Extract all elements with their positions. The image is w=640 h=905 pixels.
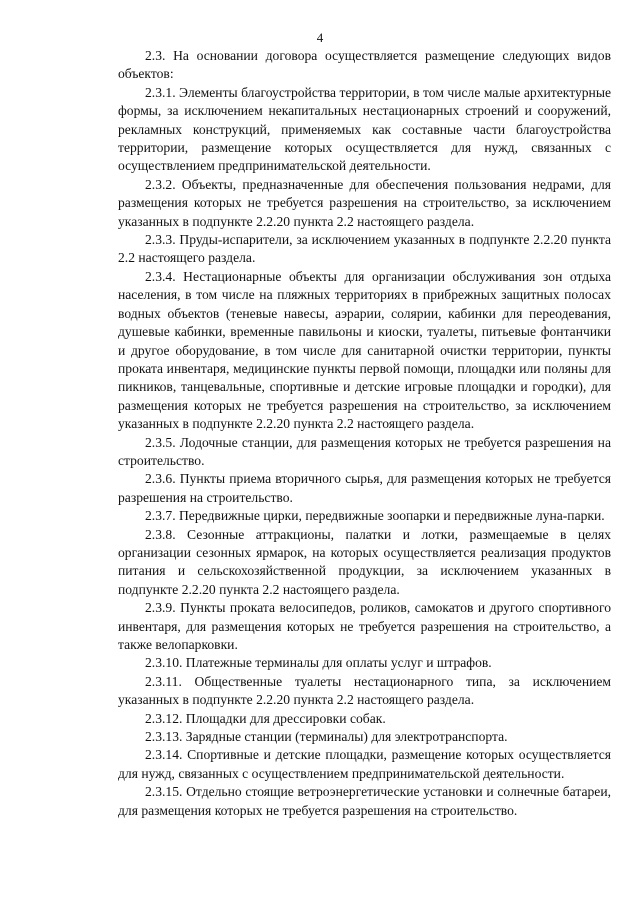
- paragraph-2-3-1: 2.3.1. Элементы благоустройства территории, в том числе малые архитектурные формы, за исключением некапитальных нестационарных строений и сооружений, рекламных конструкций, применяемых как составные части благоустройства территории, размещение которых осуществляется для нужд, связанных с осуществлением предпринимательской деятельности.: [118, 84, 611, 174]
- paragraph-2-3-13: 2.3.13. Зарядные станции (терминалы) для электротранспорта.: [145, 729, 508, 745]
- paragraph-2-3-14: 2.3.14. Спортивные и детские площадки, размещение которых осуществляется для нужд, связанных с осуществлением предпринимательской деятельности.: [118, 747, 611, 781]
- paragraph-2-3-15: 2.3.15. Отдельно стоящие ветроэнергетические установки и солнечные батареи, для размещения которых не требуется разрешения на строительство.: [118, 784, 611, 818]
- paragraph-2-3-8: 2.3.8. Сезонные аттракционы, палатки и лотки, размещаемые в целях организации сезонных ярмарок, на которых осуществляется реализация продуктов питания и сельскохозяйственной продукции, за исключением указанных в подпункте 2.2.20 пункта 2.2 настоящего раздела.: [118, 526, 611, 597]
- paragraph-2-3-10: 2.3.10. Платежные терминалы для оплаты услуг и штрафов.: [145, 655, 492, 671]
- document-body: [118, 47, 611, 820]
- paragraph-2-3-6: 2.3.6. Пункты приема вторичного сырья, для размещения которых не требуется разрешения на строительство.: [118, 471, 611, 505]
- paragraph-2-3: 2.3. На основании договора осуществляется размещение следующих видов объектов:: [118, 48, 611, 82]
- paragraph-2-3-4: 2.3.4. Нестационарные объекты для организации обслуживания зон отдыха населения, в том числе на пляжных территориях в прибрежных защитных полосах водных объектов (теневые навесы, аэрарии, солярии, кабинки для переодевания, душевые кабинки, временные павильоны и киоски, туалеты, питьевые фонтанчики и другое оборудование, в том числе для санитарной очистки территории, пункты проката инвентаря, медицинские пункты первой помощи, площадки или поляны для пикников, танцевальные, спортивные и детские игровые площадки и городки), для размещения которых не требуется разрешения на строительство, за исключением указанных в подпункте 2.2.20 пункта 2.2 настоящего раздела.: [118, 268, 611, 432]
- paragraph-2-3-7: 2.3.7. Передвижные цирки, передвижные зоопарки и передвижные луна-парки.: [145, 508, 605, 524]
- paragraph-2-3-9: 2.3.9. Пункты проката велосипедов, роликов, самокатов и другого спортивного инвентаря, для размещения которых не требуется разрешения на строительство, а также велопарковки.: [118, 600, 611, 652]
- paragraph-2-3-3: 2.3.3. Пруды-испарители, за исключением указанных в подпункте 2.2.20 пункта 2.2 настоящего раздела.: [118, 232, 611, 266]
- paragraph-2-3-5: 2.3.5. Лодочные станции, для размещения которых не требуется разрешения на строительство.: [118, 434, 611, 468]
- paragraph-2-3-11: 2.3.11. Общественные туалеты нестационарного типа, за исключением указанных в подпункте 2.2.20 пункта 2.2 настоящего раздела.: [118, 673, 611, 708]
- paragraph-2-3-12: 2.3.12. Площадки для дрессировки собак.: [145, 710, 386, 726]
- page-number: 4: [316, 30, 324, 45]
- paragraph-2-3-2: 2.3.2. Объекты, предназначенные для обеспечения пользования недрами, для размещения которых не требуется разрешения на строительство, за исключением указанных в подпункте 2.2.20 пункта 2.2 настоящего раздела.: [118, 176, 611, 229]
